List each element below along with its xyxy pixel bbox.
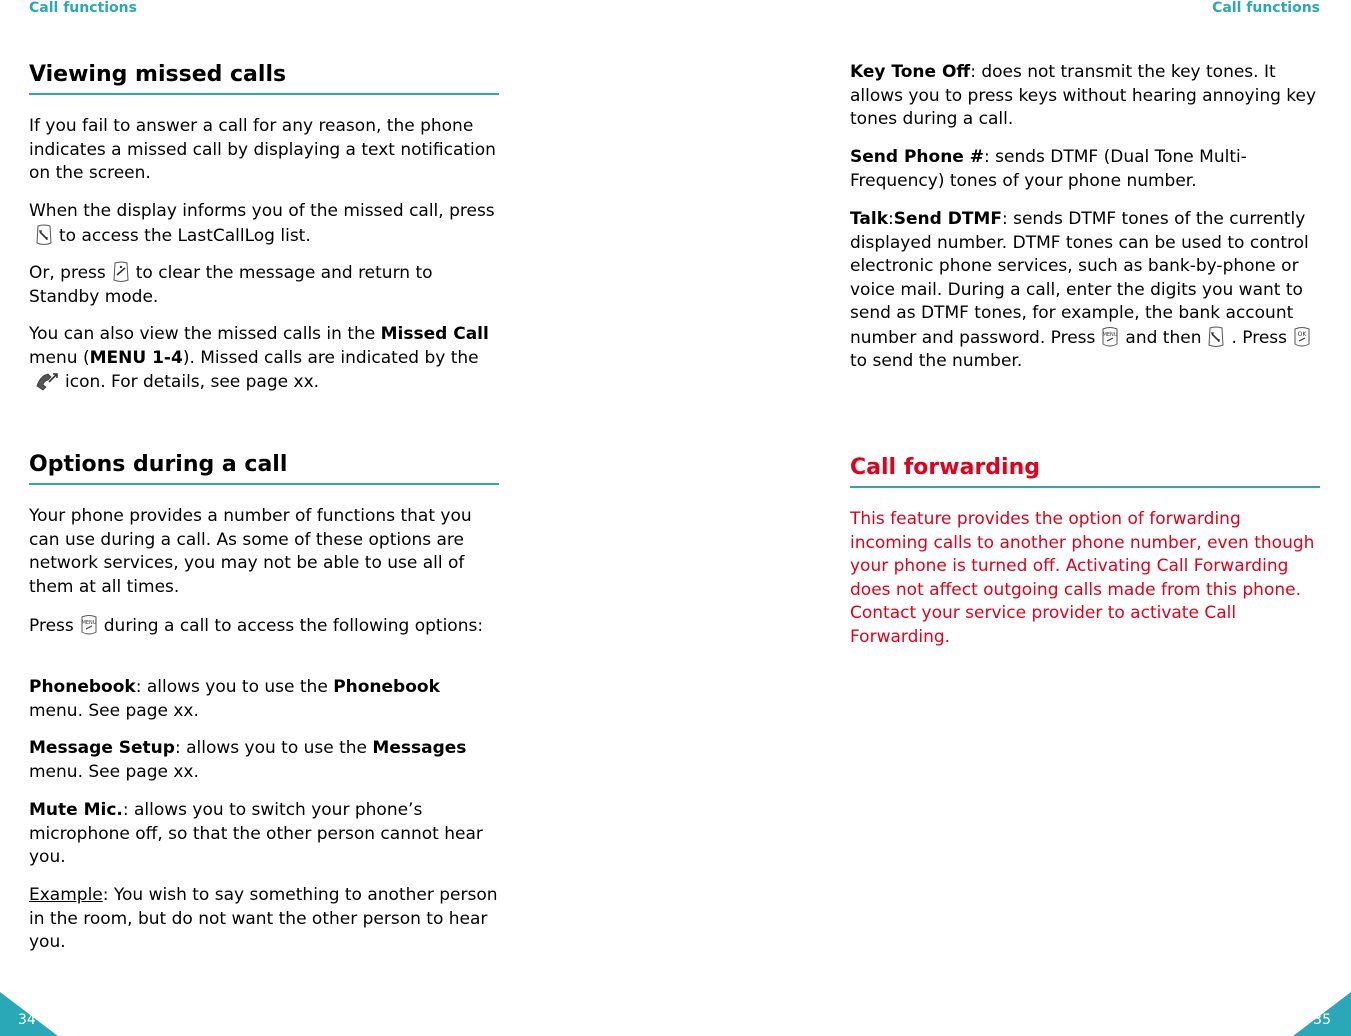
right-page bbox=[676, 0, 1351, 1036]
option-term: Key Tone Off bbox=[850, 62, 971, 82]
title-rule bbox=[29, 483, 499, 485]
bold-term: Missed Call bbox=[380, 324, 489, 344]
send-key-icon bbox=[34, 224, 54, 246]
page-number-left: 34 bbox=[18, 1012, 36, 1028]
missed-call-icon bbox=[34, 370, 60, 392]
paragraph: If you fail to answer a call for any reason, the phone indicates a missed call by displaying a text notification on the screen. bbox=[29, 116, 496, 183]
paragraph bbox=[29, 614, 499, 639]
page-number-right: 35 bbox=[1313, 1012, 1331, 1028]
option-term: Send Phone # bbox=[850, 147, 984, 167]
option-key-tone-off bbox=[850, 61, 1320, 132]
ok-key-icon bbox=[1292, 326, 1312, 348]
option-mute-mic bbox=[29, 799, 499, 870]
text: during a call to access the following options: bbox=[103, 616, 484, 636]
text: ). Missed calls are indicated by the bbox=[182, 347, 479, 368]
paragraph bbox=[29, 323, 499, 395]
text: When the display informs you of the missed call, press bbox=[29, 201, 495, 221]
text: menu ( bbox=[29, 347, 90, 368]
paragraph bbox=[29, 261, 499, 309]
option-message-setup bbox=[29, 737, 499, 784]
text: Or, press bbox=[29, 263, 106, 283]
bold-term: Messages bbox=[372, 738, 467, 758]
title-rule bbox=[850, 486, 1320, 488]
text: : allows you to use the bbox=[135, 677, 334, 697]
text: Press bbox=[29, 616, 74, 636]
text: : bbox=[888, 209, 894, 229]
text: to clear the message and return to Standby mode. bbox=[29, 263, 433, 307]
running-head-right: Call functions bbox=[1212, 0, 1320, 16]
option-send-dtmf bbox=[850, 208, 1320, 374]
option-term: Phonebook bbox=[29, 677, 136, 697]
example-label: Example bbox=[29, 885, 103, 905]
paragraph: Your phone provides a number of functions that you can use during a call. As some of these options are network services, you may not be able to use all of them at all times. bbox=[29, 506, 472, 597]
text: : sends DTMF (Dual Tone Multi-Frequency) tones of your phone number. bbox=[850, 147, 1247, 191]
left-page bbox=[0, 0, 675, 1036]
text: to access the LastCallLog list. bbox=[59, 225, 311, 246]
paragraph bbox=[29, 200, 499, 248]
paragraph: This feature provides the option of forwarding incoming calls to another phone number, even though your phone is turned off. Activating Call Forwarding does not affect outgoing calls made from this phone. Contact your service provider to activate Call Forwarding. bbox=[850, 509, 1315, 647]
text: and then bbox=[1125, 327, 1202, 348]
option-term: Send DTMF bbox=[893, 209, 1002, 229]
text: menu. See page xx. bbox=[29, 761, 199, 782]
bold-term: Phonebook bbox=[333, 677, 440, 697]
text: : sends DTMF tones of the currently displayed number. DTMF tones can be used to control electronic phone services, such as bank-by-phone or voice mail. During a call, enter the digits you want to send as DTMF tones, for example, the bank account number and password. Press bbox=[850, 209, 1309, 348]
send-key-icon bbox=[1206, 326, 1226, 348]
text: menu. See page xx. bbox=[29, 700, 199, 721]
svg-text:MENU: MENU bbox=[81, 620, 97, 626]
option-send-phone bbox=[850, 146, 1320, 193]
option-phonebook bbox=[29, 676, 499, 723]
svg-text:MENU: MENU bbox=[1102, 331, 1118, 338]
option-term: Message Setup bbox=[29, 738, 175, 758]
title-rule bbox=[29, 93, 499, 95]
menu-key-icon bbox=[79, 614, 99, 636]
section-title-options: Options during a call bbox=[29, 452, 288, 477]
text: You can also view the missed calls in the bbox=[29, 324, 381, 344]
text: : allows you to use the bbox=[174, 738, 373, 758]
menu-key-icon bbox=[1100, 326, 1120, 348]
svg-text:OK: OK bbox=[1297, 330, 1307, 338]
option-term: Talk bbox=[850, 209, 889, 229]
text: : does not transmit the key tones. It allows you to press keys without hearing annoying key tones during a call. bbox=[850, 62, 1317, 129]
text: to send the number. bbox=[850, 351, 1023, 371]
text: . Press bbox=[1231, 327, 1288, 348]
example bbox=[29, 884, 499, 955]
text: : allows you to switch your phone’s microphone off, so that the other person cannot hear you. bbox=[29, 800, 483, 867]
running-head-left: Call functions bbox=[29, 0, 137, 16]
end-key-icon bbox=[111, 261, 131, 283]
text: icon. For details, see page xx. bbox=[65, 372, 320, 392]
section-title-missed-calls: Viewing missed calls bbox=[29, 62, 287, 87]
option-term: Mute Mic. bbox=[29, 800, 123, 820]
text: : You wish to say something to another person in the room, but do not want the other person to hear you. bbox=[29, 885, 498, 952]
bold-term: MENU 1-4 bbox=[89, 347, 183, 368]
section-title-call-forwarding: Call forwarding bbox=[850, 455, 1040, 480]
